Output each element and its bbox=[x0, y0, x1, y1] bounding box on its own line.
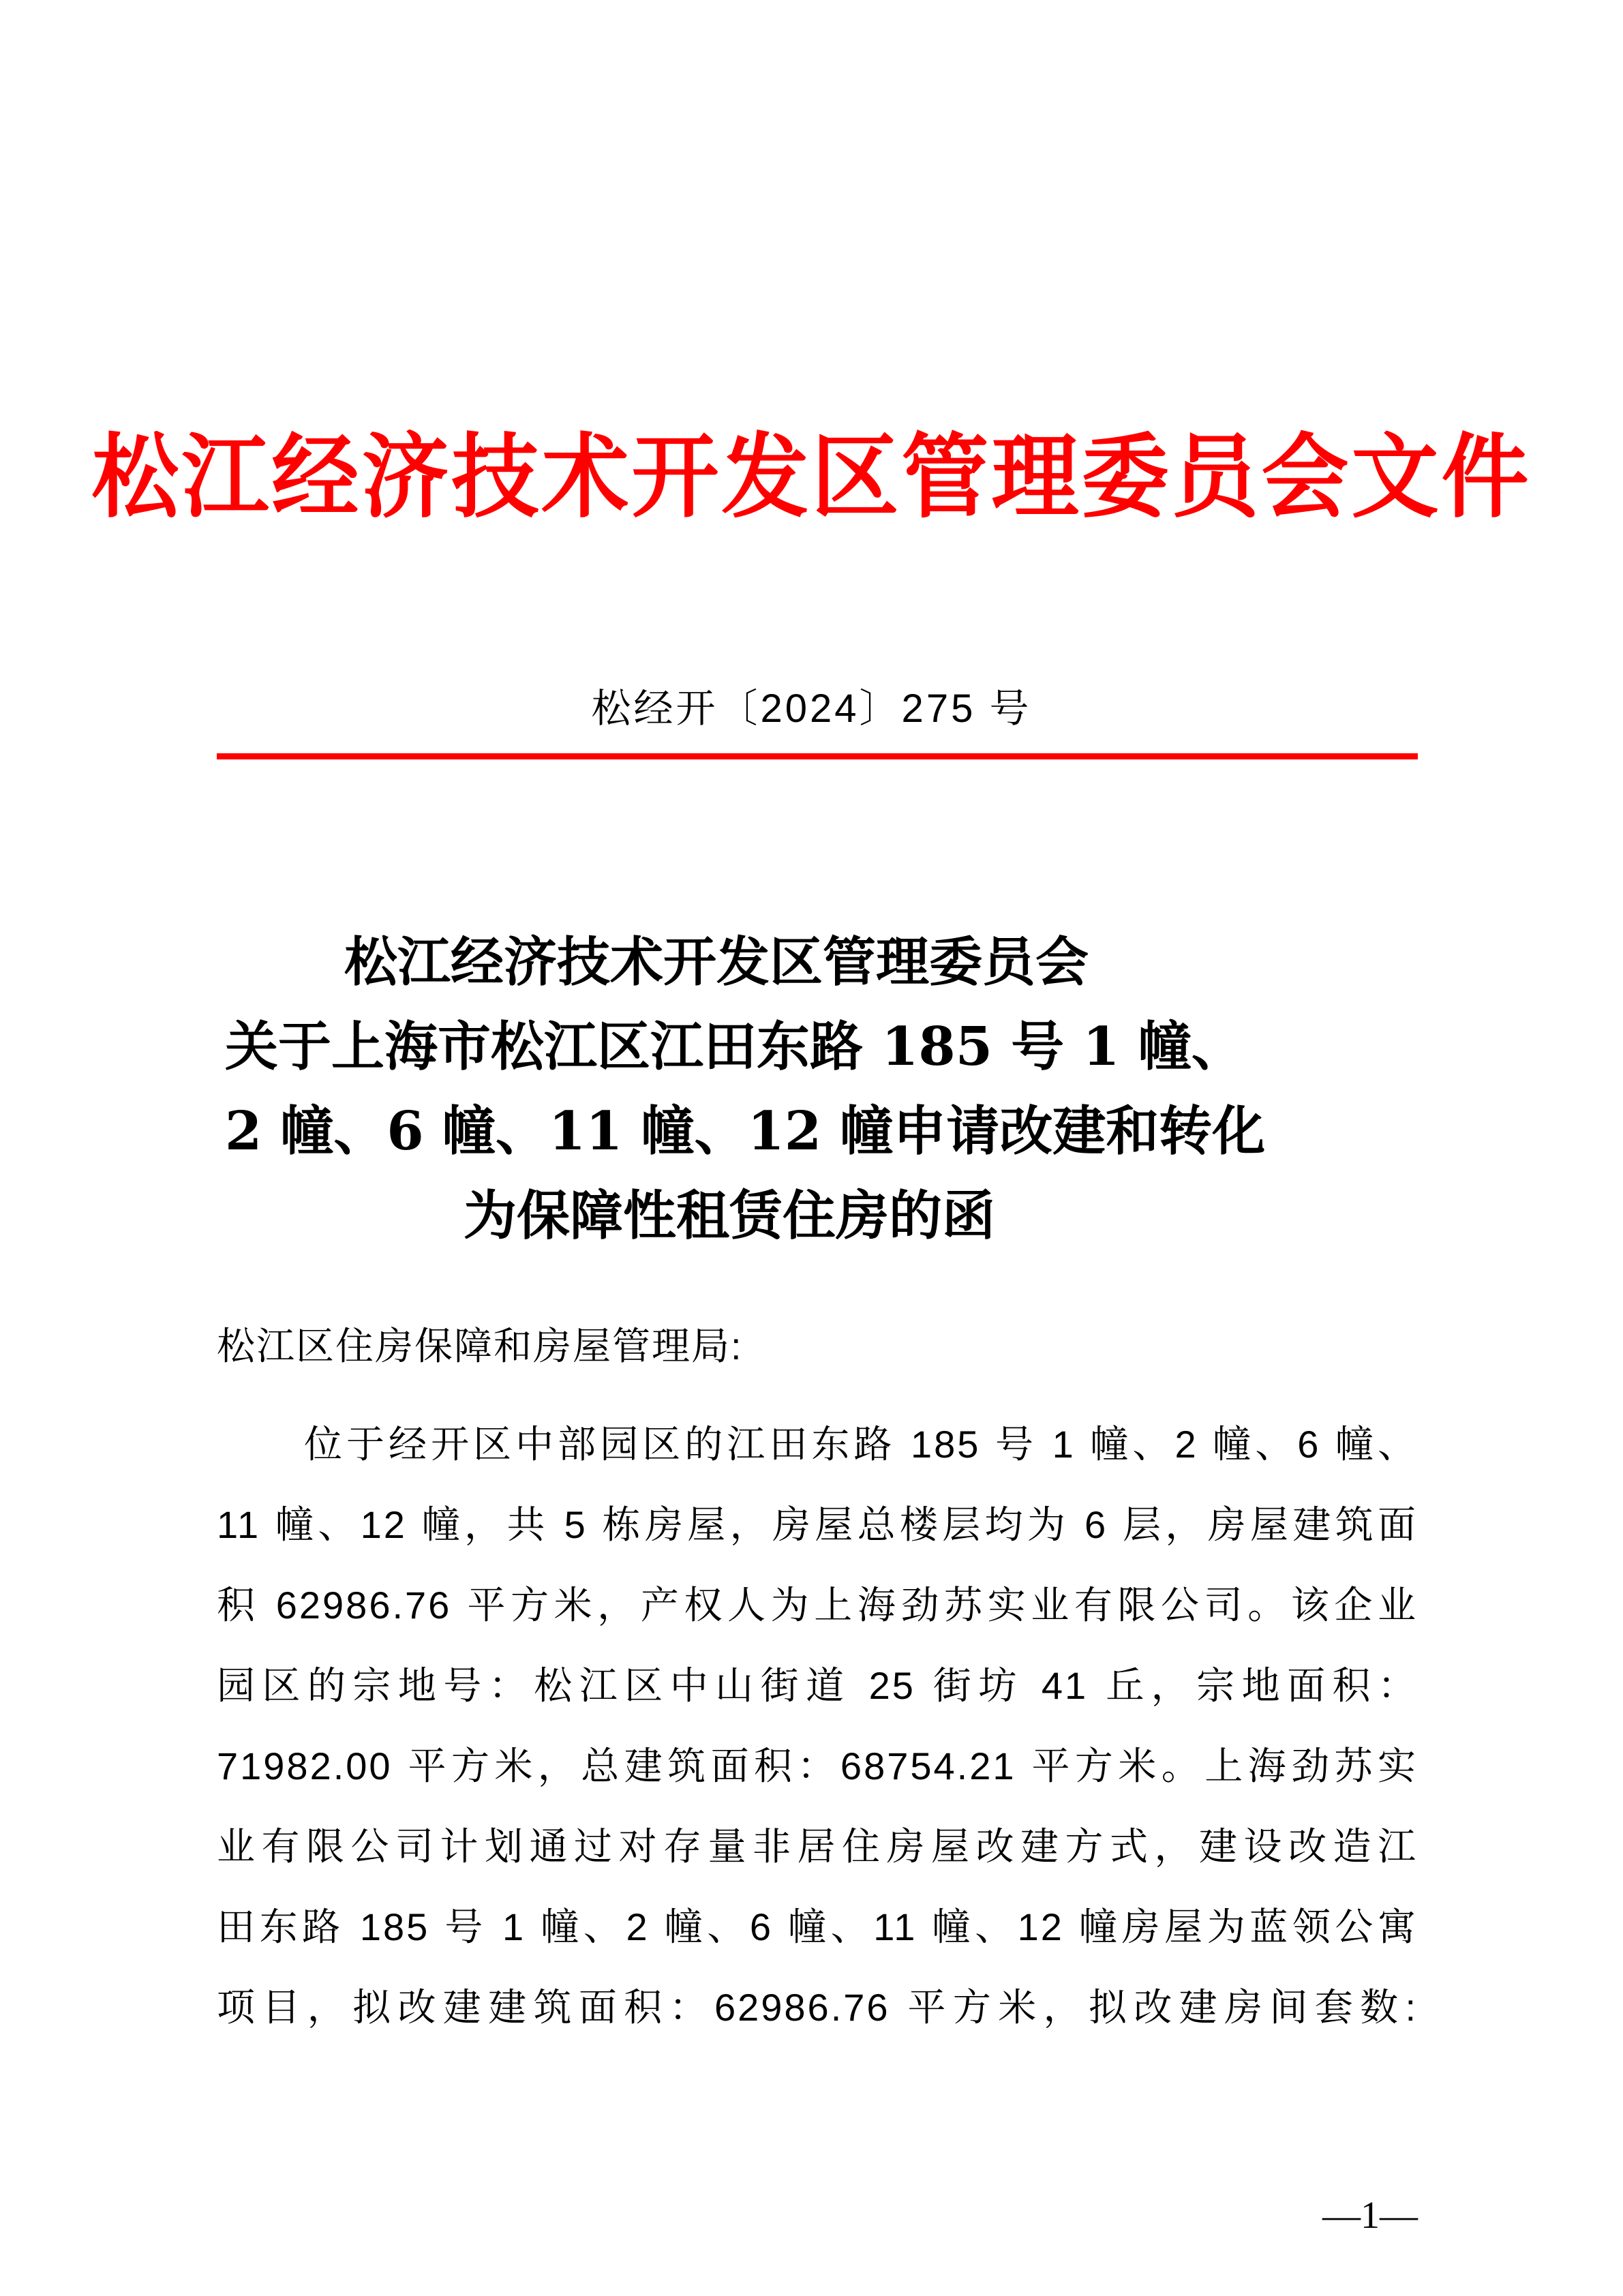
recipient-salutation: 松江区住房保障和房屋管理局: bbox=[217, 1325, 743, 1368]
body-paragraph bbox=[217, 1404, 1418, 2048]
title-line-2: 关于上海市松江区江田东路 185 号 1 幢、 bbox=[225, 1016, 1245, 1078]
body-line: 园区的宗地号：松江区中山街道 25 街坊 41 丘，宗地面积： bbox=[217, 1664, 1418, 1707]
body-line: 项目，拟改建建筑面积：62986.76 平方米，拟改建房间套数: bbox=[217, 1986, 1418, 2029]
page-number: —1— bbox=[1322, 2194, 1418, 2237]
body-line: 业有限公司计划通过对存量非居住房屋改建方式，建设改造江 bbox=[217, 1825, 1418, 1868]
issuer-header-title: 松江经济技术开发区管理委员会文件 bbox=[91, 423, 1532, 531]
title-line-3: 2 幢、6 幢、11 幢、12 幢申请改建和转化 bbox=[225, 1100, 1266, 1162]
body-line: 71982.00 平方米，总建筑面积：68754.21 平方米。上海劲苏实 bbox=[217, 1744, 1418, 1787]
red-divider-rule bbox=[217, 753, 1418, 759]
document-number: 松经开〔2024〕275 号 bbox=[591, 686, 1032, 731]
body-line: 田东路 185 号 1 幢、2 幢、6 幢、11 幢、12 幢房屋为蓝领公寓 bbox=[217, 1905, 1418, 1948]
document-title bbox=[204, 920, 1363, 1258]
body-line: 11 幢、12 幢，共 5 栋房屋，房屋总楼层均为 6 层，房屋建筑面 bbox=[217, 1503, 1418, 1546]
body-line: 积 62986.76 平方米，产权人为上海劲苏实业有限公司。该企业 bbox=[217, 1584, 1418, 1627]
title-line-1: 松江经济技术开发区管理委员会 bbox=[344, 931, 1089, 993]
body-line: 位于经开区中部园区的江田东路 185 号 1 幢、2 幢、6 幢、 bbox=[304, 1423, 1418, 1466]
title-line-4: 为保障性租赁住房的函 bbox=[464, 1185, 996, 1247]
